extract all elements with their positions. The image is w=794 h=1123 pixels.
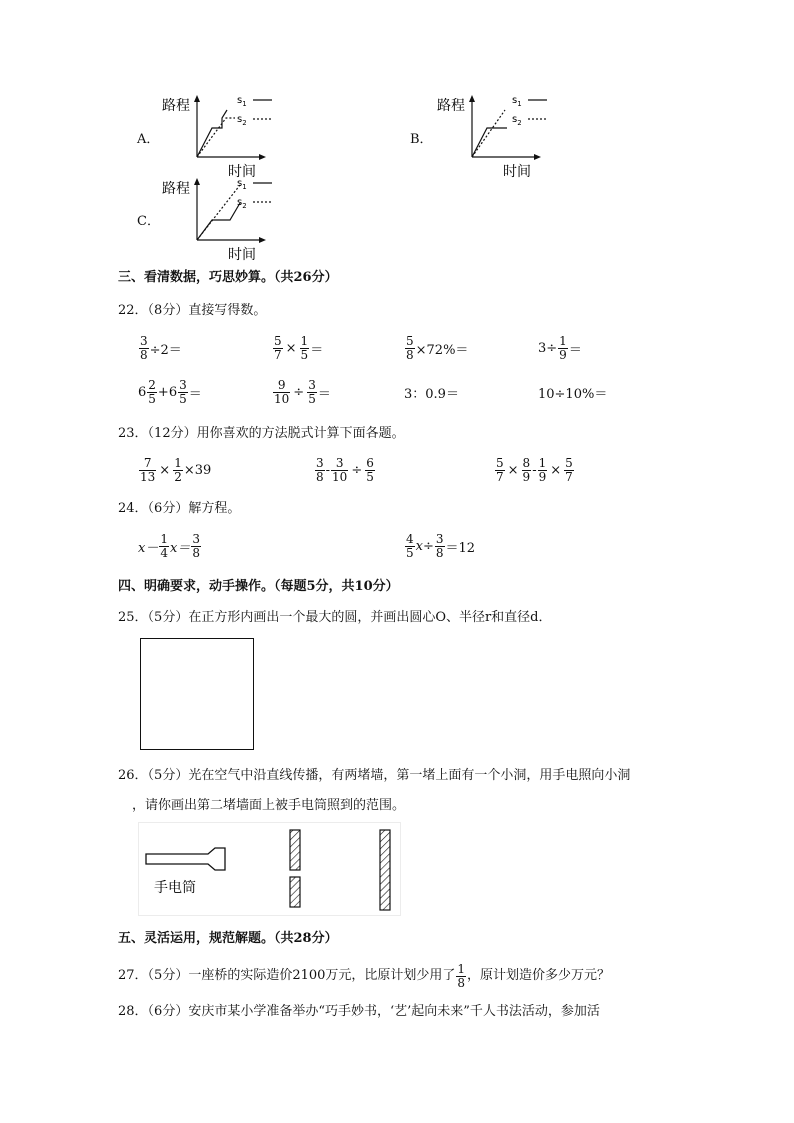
graph-b xyxy=(435,90,555,180)
q28-text: 28．（6分）安庆市某小学准备举办“巧手妙书，‘艺’起向未来”千人书法活动，参加活 xyxy=(118,1004,600,1019)
graph-c xyxy=(160,173,280,263)
graph-a-s2-line xyxy=(197,118,235,157)
second-wall xyxy=(380,830,390,910)
section3-title: 三、看清数据，巧思妙算。（共26分） xyxy=(118,270,338,285)
flashlight-icon xyxy=(146,848,225,870)
svg-text:s1: $s_1$ xyxy=(237,95,247,108)
flashlight-label: 手电筒 xyxy=(154,880,196,896)
svg-text:s2: $s_2$ xyxy=(237,197,247,210)
graph-b-s1-line xyxy=(472,128,507,157)
q23-expr-3: $\frac{5}{7}$ × $\frac{8}{9}$ - $\frac{1}{9}$ × $\frac{5}{7}$ xyxy=(496,455,573,484)
svg-text:s2: $s_2$ xyxy=(237,114,247,127)
q22-expr-6: $\frac{9}{10}$ ÷ $\frac{3}{5}$ ＝ xyxy=(274,377,331,406)
first-wall-upper xyxy=(290,830,300,870)
q23-expr-2: $\frac{3}{8}$ - $\frac{3}{10}$ ÷ $\frac{6}{5}$ xyxy=(316,455,374,484)
graph-b-ylabel: 路程 xyxy=(437,98,465,114)
graph-a-ylabel: 路程 xyxy=(162,98,190,114)
q22-expr-8: 10÷10%＝ xyxy=(538,386,608,402)
q26-text-line1: 26．（5分）光在空气中沿直线传播，有两堵墙，第一堵上面有一个小洞，用手电照向小洞 xyxy=(118,768,631,783)
drawing-square[interactable] xyxy=(140,638,254,750)
q22-expr-1: $\frac{3}{8}$ ÷2＝ xyxy=(140,333,182,362)
graph-b-s2-line xyxy=(472,110,505,157)
graph-a xyxy=(160,90,280,180)
q22-expr-5: 6 $\frac{2}{5}$ + 6 $\frac{3}{5}$ ＝ xyxy=(138,377,202,406)
graph-a-xlabel: 时间 xyxy=(228,164,256,180)
first-wall-lower xyxy=(290,877,300,907)
q24-equation-1: x－ $\frac{1}{4}$ x＝ $\frac{3}{8}$ xyxy=(138,531,200,560)
svg-text:s2: $s_2$ xyxy=(512,114,522,127)
q22-expr-4: 3÷ $\frac{1}{9}$ ＝ xyxy=(538,333,582,362)
graph-c-ylabel: 路程 xyxy=(162,181,190,197)
q26-text-line2: ，请你画出第二堵墙面上被手电筒照到的范围。 xyxy=(132,798,406,813)
svg-text:s1: $s_1$ xyxy=(512,95,522,108)
flashlight-wall-diagram xyxy=(138,822,403,917)
graph-b-xlabel: 时间 xyxy=(503,164,531,180)
q24-equation-2: $\frac{4}{5}$ x÷ $\frac{3}{8}$ ＝12 xyxy=(406,531,476,560)
q27-text: 27．（5分）一座桥的实际造价2100万元，比原计划少用了 $\frac{1}{8}$ ，原计划造价多少万元？ xyxy=(118,961,611,990)
q22-expr-3: $\frac{5}{8}$ ×72%＝ xyxy=(406,333,469,362)
section5-title: 五、灵活运用，规范解题。（共28分） xyxy=(118,931,338,946)
q22-expr-7: 3：0.9＝ xyxy=(404,386,459,402)
q24-title: 24．（6分）解方程。 xyxy=(118,501,241,516)
q22-expr-2: $\frac{5}{7}$ × $\frac{1}{5}$ ＝ xyxy=(274,333,324,362)
section4-title: 四、明确要求，动手操作。（每题5分，共10分） xyxy=(118,579,399,594)
q25-title: 25．（5分）在正方形内画出一个最大的圆，并画出圆心O、半径r和直径d． xyxy=(118,610,552,625)
option-b-label: B． xyxy=(410,132,433,147)
option-a-label: A． xyxy=(137,132,160,147)
q23-expr-1: $\frac{7}{13}$ × $\frac{1}{2}$ ×39 xyxy=(140,455,212,484)
option-c-label: C． xyxy=(137,214,160,229)
graph-c-xlabel: 时间 xyxy=(228,247,256,263)
graph-c-s1-line xyxy=(197,203,240,240)
svg-text:s1: $s_1$ xyxy=(237,178,247,191)
q23-title: 23．（12分）用你喜欢的方法脱式计算下面各题。 xyxy=(118,426,405,441)
q22-title: 22．（8分）直接写得数。 xyxy=(118,303,267,318)
